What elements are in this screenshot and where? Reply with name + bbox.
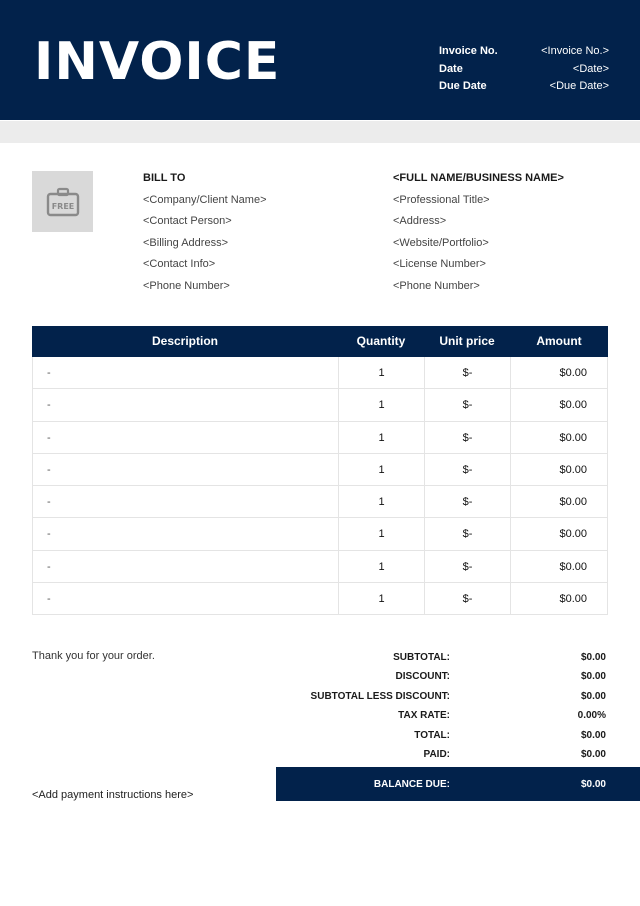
date-label: Date <box>439 62 463 75</box>
cell-description[interactable]: - <box>32 518 338 549</box>
client-phone-number[interactable]: <Phone Number> <box>143 279 230 292</box>
table-row <box>32 357 608 389</box>
cell-unit-price[interactable]: $- <box>424 389 510 420</box>
column-header-amount: Amount <box>536 334 582 348</box>
cell-description[interactable]: - <box>32 422 338 453</box>
invoice-header <box>0 0 640 120</box>
subtotal-label: SUBTOTAL: <box>393 652 450 663</box>
totals-summary <box>276 650 640 766</box>
line-items-table <box>32 326 608 615</box>
total-value: $0.00 <box>580 729 606 741</box>
table-row <box>32 486 608 518</box>
cell-description[interactable]: - <box>32 357 338 388</box>
total-row <box>276 728 640 747</box>
logo-placeholder[interactable] <box>32 171 93 232</box>
table-header <box>32 326 608 357</box>
balance-due-value: $0.00 <box>580 778 606 790</box>
invoice-title: INVOICE <box>34 32 281 92</box>
table-row <box>32 551 608 583</box>
invoice-meta <box>439 43 609 96</box>
cell-description[interactable]: - <box>32 454 338 485</box>
paid-label: PAID: <box>423 748 450 760</box>
paid-row <box>276 747 640 766</box>
table-row <box>32 422 608 454</box>
cell-unit-price[interactable]: $- <box>424 357 510 388</box>
cell-amount: $0.00 <box>510 422 608 453</box>
client-contact-info[interactable]: <Contact Info> <box>143 258 216 270</box>
cell-quantity[interactable]: 1 <box>338 357 424 388</box>
table-row <box>32 454 608 486</box>
tax-rate-row <box>276 708 640 727</box>
cell-unit-price[interactable]: $- <box>424 454 510 485</box>
svg-text:FREE: FREE <box>51 201 74 211</box>
discount-label: DISCOUNT: <box>395 671 450 683</box>
subtotal-value: $0.00 <box>580 652 606 663</box>
cell-unit-price[interactable]: $- <box>424 486 510 517</box>
cell-amount: $0.00 <box>510 389 608 420</box>
tax-rate-value[interactable]: 0.00% <box>577 710 606 722</box>
cell-unit-price[interactable]: $- <box>424 583 510 614</box>
cell-unit-price[interactable]: $- <box>424 422 510 453</box>
due-date-label: Due Date <box>439 80 487 92</box>
cell-quantity[interactable]: 1 <box>338 518 424 549</box>
cell-quantity[interactable]: 1 <box>338 583 424 614</box>
bill-to-block <box>143 171 267 300</box>
briefcase-icon <box>46 187 80 217</box>
client-billing-address[interactable]: <Billing Address> <box>143 236 228 249</box>
discount-row <box>276 669 640 688</box>
table-row <box>32 518 608 550</box>
sender-phone-number[interactable]: <Phone Number> <box>393 279 480 292</box>
client-contact-person[interactable]: <Contact Person> <box>143 215 232 227</box>
sender-name[interactable]: <FULL NAME/BUSINESS NAME> <box>393 172 564 184</box>
cell-description[interactable]: - <box>32 583 338 614</box>
sender-website[interactable]: <Website/Portfolio> <box>393 236 489 249</box>
client-company-name[interactable]: <Company/Client Name> <box>143 193 267 206</box>
cell-quantity[interactable]: 1 <box>338 551 424 582</box>
sender-address[interactable]: <Address> <box>393 215 447 227</box>
cell-unit-price[interactable]: $- <box>424 551 510 582</box>
total-label: TOTAL: <box>414 729 450 741</box>
paid-value[interactable]: $0.00 <box>580 748 606 760</box>
balance-due-label: BALANCE DUE: <box>373 778 450 790</box>
date-value[interactable]: <Date> <box>572 62 609 75</box>
discount-value[interactable]: $0.00 <box>580 671 606 683</box>
tax-rate-label: TAX RATE: <box>398 710 450 722</box>
cell-quantity[interactable]: 1 <box>338 389 424 420</box>
cell-amount: $0.00 <box>510 551 608 582</box>
cell-unit-price[interactable]: $- <box>424 518 510 549</box>
sender-professional-title[interactable]: <Professional Title> <box>393 193 490 206</box>
cell-quantity[interactable]: 1 <box>338 454 424 485</box>
invoice-number-row <box>439 43 609 61</box>
date-row <box>439 61 609 79</box>
due-date-value[interactable]: <Due Date> <box>549 80 609 92</box>
column-header-quantity: Quantity <box>356 334 406 348</box>
due-date-row <box>439 78 609 96</box>
payment-instructions[interactable]: <Add payment instructions here> <box>32 789 194 801</box>
invoice-number-label: Invoice No. <box>439 45 498 57</box>
subtotal-less-discount-value: $0.00 <box>580 690 606 702</box>
sender-block <box>393 171 564 300</box>
cell-amount: $0.00 <box>510 454 608 485</box>
cell-amount: $0.00 <box>510 518 608 549</box>
balance-due-bar <box>276 767 640 801</box>
table-row <box>32 389 608 421</box>
cell-description[interactable]: - <box>32 486 338 517</box>
subtotal-row <box>276 650 640 669</box>
sender-license-number[interactable]: <License Number> <box>393 258 486 270</box>
cell-amount: $0.00 <box>510 357 608 388</box>
cell-description[interactable]: - <box>32 551 338 582</box>
subtotal-less-discount-row <box>276 689 640 708</box>
cell-quantity[interactable]: 1 <box>338 422 424 453</box>
cell-amount: $0.00 <box>510 583 608 614</box>
invoice-number-value[interactable]: <Invoice No.> <box>541 45 609 57</box>
cell-quantity[interactable]: 1 <box>338 486 424 517</box>
column-header-unit-price: Unit price <box>439 334 495 348</box>
table-row <box>32 583 608 615</box>
bill-to-heading: BILL TO <box>143 172 186 184</box>
cell-description[interactable]: - <box>32 389 338 420</box>
header-divider-band <box>0 121 640 143</box>
subtotal-less-discount-label: SUBTOTAL LESS DISCOUNT: <box>310 690 450 702</box>
thank-you-note[interactable]: Thank you for your order. <box>32 650 155 662</box>
column-header-description: Description <box>151 334 218 348</box>
cell-amount: $0.00 <box>510 486 608 517</box>
